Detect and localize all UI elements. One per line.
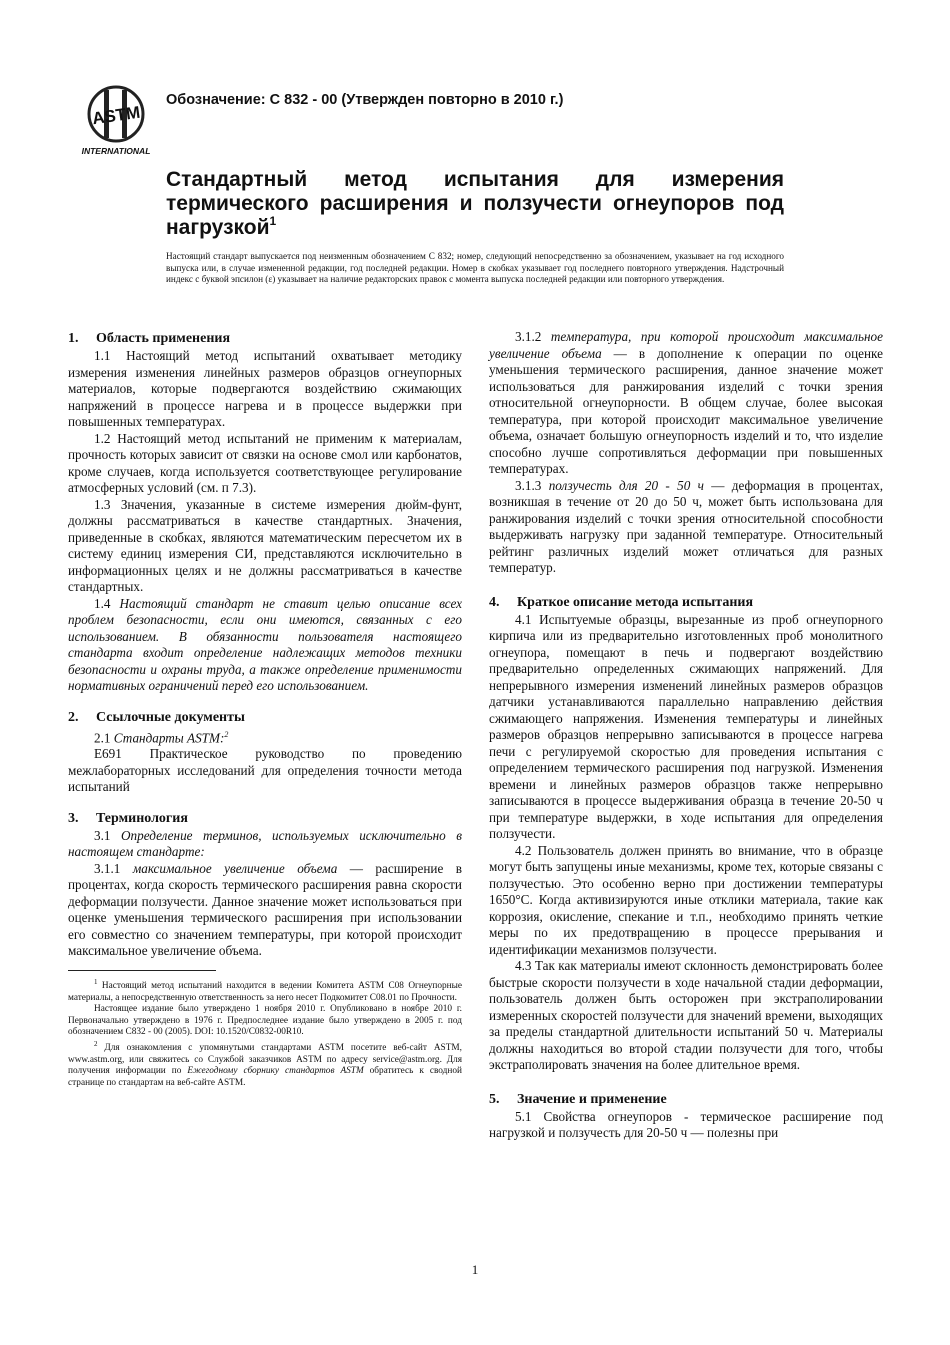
paragraph-5-1: 5.1 Свойства огнеупоров - термическое расширение под нагрузкой и ползучесть для 20-50 ч — полезны при: [489, 1108, 883, 1140]
designation: Обозначение: C 832 - 00 (Утвержден повторно в 2010 г.): [166, 92, 564, 108]
issue-note: Настоящий стандарт выпускается под неизменным обозначением C 832; номер, следующий непосредственно за обозначением, указывает на год исходного выпуска или, в случае измененной редакции, год последней редакции. Номер в скобках указывает год последнего повторного утверждения. Надстрочный индекс с буквой эпсилон (ε) указывает на наличие редакторских правок с момента выпуска последней редакции или повторного утверждения.: [166, 251, 784, 285]
page-number: 1: [471, 1262, 479, 1277]
logo-subtext: INTERNATIONAL: [81, 146, 151, 156]
paragraph-1-3: 1.3 Значения, указанные в системе измерения дюйм-фунт, должны рассматриваться в качестве стандартных. Значения, приведенные в скобках, являются математическим пересчетом их в систему единиц измерения СИ, представляются исключительно в информационных целях и не должны рассматриваться в качестве стандартных.: [68, 496, 462, 594]
footnote-2: $^2$ Для ознакомления с упомянутыми стандартами ASTM посетите веб-сайт ASTM, www.astm.org, или свяжитесь со Службой заказчиков ASTM по адресу service@astm.org. Для получения информации по Ежегодному сборнику стандартов ASTM обратитесь к сводной странице по стандартам на веб-сайте ASTM.: [68, 1039, 462, 1088]
left-column: [68, 330, 462, 1089]
astm-logo: [74, 84, 158, 158]
right-column: [489, 329, 883, 1142]
footnote-1-approval: Настоящее издание было утверждено 1 ноября 2010 г. Опубликовано в ноябре 2010 г. Первоначально утверждено в 1976 г. Предпоследнее издание было утверждено в 2005 г. под обозначением C832 - 00 (2005). DOI: 10.1520/C0832-00R10.: [68, 1004, 462, 1038]
section-1-heading: 1. Область применения: [68, 331, 231, 346]
logo-text: ASTM: [91, 102, 142, 129]
paragraph-3-1-2: 3.1.2 температура, при которой происходит максимальное увеличение объема — в дополнение к операции по оценке уменьшения термического расширения, данное значение может использоваться для ранжирования изделий с точки зрения относительной огнеупорности. В общем случае, более высокая температура, при которой происходит максимальное увеличение объема, означает большую огнеупорность изделий и то, что изделие способно лучше сопротивляться деформации при повышенных температурах.: [489, 329, 883, 476]
paragraph-3-1: 3.1 Определение терминов, используемых исключительно в настоящем стандарте:: [68, 827, 463, 860]
section-3-heading: 3. Терминология: [68, 810, 188, 826]
footnote-divider: [68, 970, 216, 971]
paragraph-4-2: 4.2 Пользователь должен принять во внимание, что в образце могут быть запущены иные механизмы, кроме тех, которые связаны с ползучестью. Это особенно верно при достижении температуры 1650°C. Когда активизируются иные отклики материала, такие как коррозия, окисление, спекание и т.п., необходимо принять четкие меры по их предотвращению в процессе прерывания и идентификации механизмов ползучести.: [489, 842, 883, 957]
paragraph-2-1: 2.1 Стандарты ASTM:$^2$: [94, 729, 229, 745]
footnote-1: $^1$ Настоящий метод испытаний находится в ведении Комитета ASTM C08 Огнеупорные материалы, а непосредственную ответственность за него несет Подкомитет C08.01 по Прочности.: [68, 977, 463, 1003]
section-4-heading: 4. Краткое описание метода испытания: [489, 594, 754, 610]
paragraph-3-1-1: 3.1.1 максимальное увеличение объема — расширение в процентах, когда скорость термического расширения равна скорости деформации ползучести. Данное значение может использоваться при оценке уменьшения термического расширения при использовании его совместно со значением температуры, при которой происходит максимальное увеличение объема.: [68, 860, 462, 959]
paragraph-1-2: 1.2 Настоящий метод испытаний не применим к материалам, прочность которых зависит от связки на основе смол или карбонатов, кроме случаев, когда используется соответствующее регулирование атмосферных условий (см. п 7.3).: [68, 430, 462, 495]
document-title: Стандартный метод испытания для измерения термического расширения и ползучести огнеупоров под нагрузкой$^1$: [166, 168, 784, 239]
section-5-heading: 5. Значение и применение: [489, 1091, 667, 1107]
paragraph-4-3: 4.3 Так как материалы имеют склонность демонстрировать более быстрые скорости ползучести в ходе начальной стадии деформации, пользователь должен быть осторожен при экстраполировании измеренных скоростей ползучести для значений времени, выходящих за пределы стандартной длительности испытаний 50 ч. Материалы должны находиться во второй стадии ползучести для того, чтобы экстраполировать значения на более длительное время.: [489, 958, 883, 1072]
paragraph-1-1: 1.1 Настоящий метод испытаний охватывает методику измерения изменения линейных размеров образцов огнеупорных материалов, которые подвергаются воздействию сжимающих напряжений в процессе нагрева и в процессе выдержки при повышенных температурах.: [68, 348, 462, 429]
paragraph-1-4: 1.4 Настоящий стандарт не ставит целью описание всех проблем безопасности, если они имеются, связанных с его использованием. В обязанности пользователя настоящего стандарта входит определение надлежащих методов техники безопасности и охраны труда, а также определение применимости нормативных ограничений перед его использованием.: [68, 595, 463, 693]
paragraph-3-1-3: 3.1.3 ползучесть для 20 - 50 ч — деформация в процентах, возникшая в течение от 20 до 50 ч, может быть использована для ранжирования изделий с точки зрения относительной способности выдерживать нагрузку при заданной температуре. Относительный рейтинг различных изделий может отличаться для разных температур.: [489, 477, 884, 575]
paragraph-4-1: 4.1 Испытуемые образцы, вырезанные из проб огнеупорного кирпича или из предварительно изготовленных проб монолитного огнеупора, помещают в печь и подвергают воздействию предварительно определенных сжимающих напряжений. Для непрерывного измерения изменений линейных размеров образцов датчики устанавливаются параллельно направлению действия сжимающего напряжения. Изменения температуры и линейных размеров образцов непрерывно записываются в процессе нагрева печи с регулируемой скоростью для проведения испытания с определением термического расширения под нагрузкой. Изменения времени и линейных размеров образцов также непрерывно записываются в процессе выдерживания образца в течение 20-50 ч при температуре выдержки, в ходе испытания для определения ползучести.: [489, 611, 883, 841]
reference-e691: E691 Практическое руководство по проведению межлабораторных исследований для определения точности метода испытаний: [68, 746, 462, 795]
section-2-heading: 2. Ссылочные документы: [68, 709, 245, 725]
